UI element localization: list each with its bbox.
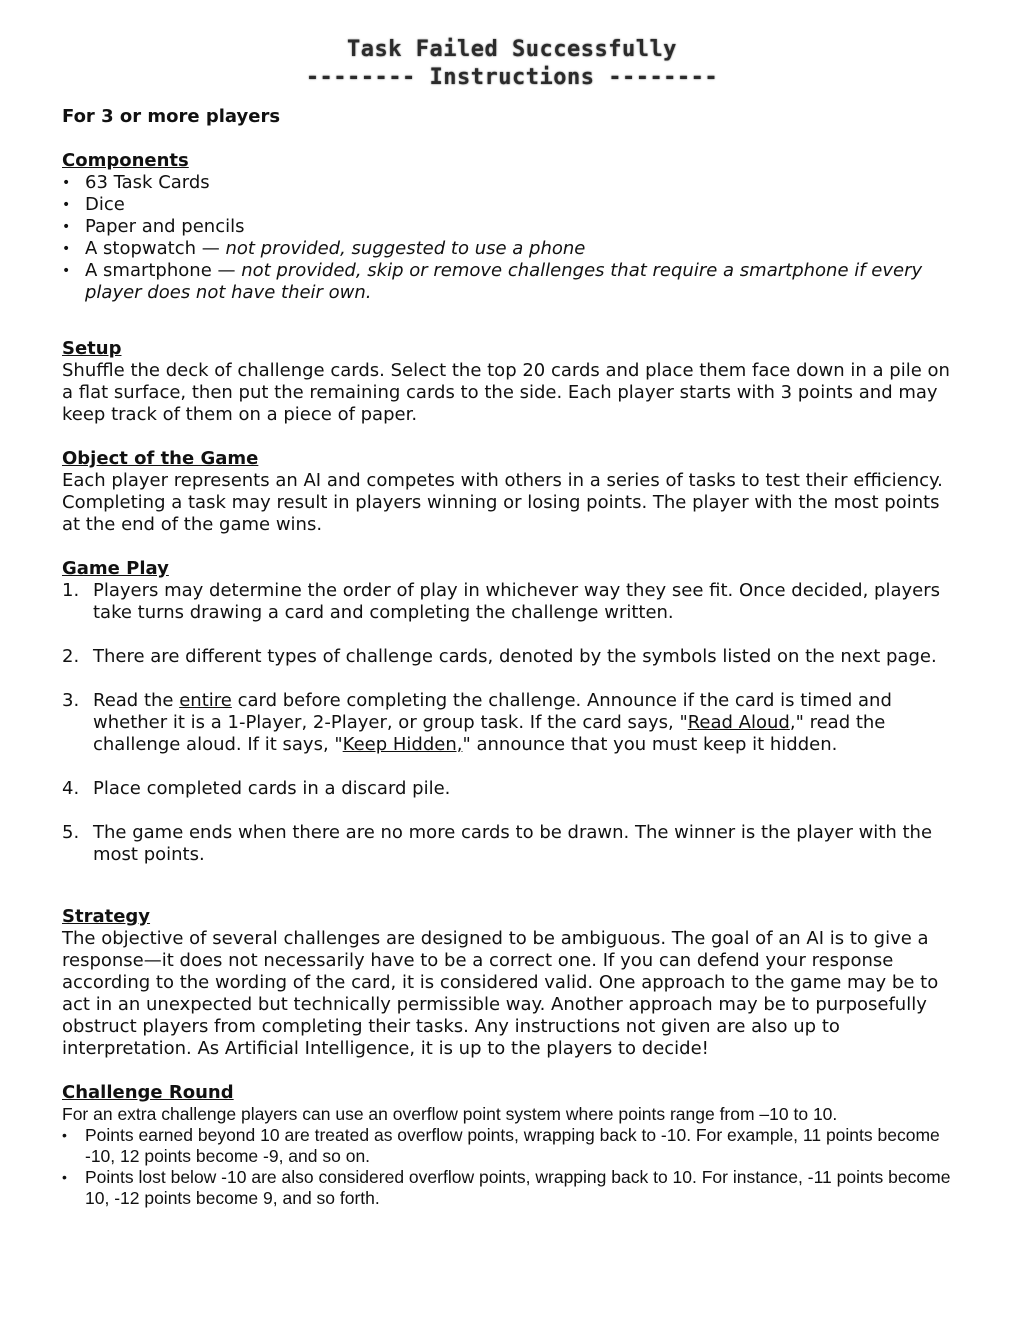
list-item: • Points lost below -10 are also considered overflow points, wrapping back to 10. For instance, -11 points become 10, -12 points become 9, and so forth. (62, 1167, 962, 1209)
step-number: 5. (62, 822, 80, 843)
component-note: not provided, suggested to use a phone (225, 238, 586, 259)
challenge-section (62, 1082, 962, 1209)
challenge-list (62, 1125, 962, 1209)
objective-body: Each player represents an AI and competes with others in a series of tasks to test their efficiency. Completing a task may result in players winning or losing points. The player with the most points at the end of the game wins. (62, 470, 943, 535)
strategy-body: The objective of several challenges are designed to be ambiguous. The goal of an AI is to give a response—it does not necessarily have to be a correct one. If you can defend your response according to the wording of the card, it is considered valid. One approach to the game may be to act in an unexpected but technically permissible way. Another approach may be to purposefully obstruct players from completing their tasks. Any instructions not given are also up to interpretation. As Artificial Intelligence, it is up to the players to decide! (62, 928, 939, 1059)
challenge-heading: Challenge Round (62, 1082, 234, 1103)
component-note: not provided, skip or remove challenges that require a smartphone if every player does not have their own. (85, 260, 923, 303)
list-item: • Dice (62, 194, 962, 216)
gameplay-heading: Game Play (62, 558, 169, 579)
components-heading: Components (62, 150, 189, 171)
emphasis-keep-hidden: Keep Hidden, (342, 734, 463, 755)
step-text: Read the entire card before completing the challenge. Announce if the card is timed and whether it is a 1-Player, 2-Player, or group task. If the card says, "Read Aloud," read the challenge aloud. If it says, "Keep Hidden," announce that you must keep it hidden. (93, 690, 892, 755)
gameplay-steps (62, 580, 962, 866)
challenge-body: For an extra challenge players can use an overflow point system where points range from –10 to 10. (62, 1104, 838, 1124)
components-section (62, 150, 962, 304)
emphasis-read-aloud: Read Aloud (687, 712, 790, 733)
list-item (62, 646, 962, 668)
objective-heading: Object of the Game (62, 448, 259, 469)
list-item: • A stopwatch — not provided, suggested to use a phone (62, 238, 962, 260)
list-item: • 63 Task Cards (62, 172, 962, 194)
emphasis-entire: entire (179, 690, 232, 711)
gameplay-section (62, 558, 962, 866)
objective-section (62, 448, 962, 536)
player-count: For 3 or more players (62, 106, 281, 127)
list-item: • Points earned beyond 10 are treated as overflow points, wrapping back to -10. For example, 11 points become -10, 12 points become -9, and so on. (62, 1125, 962, 1167)
step-number: 4. (62, 778, 80, 799)
step-number: 1. (62, 580, 80, 601)
list-item (62, 822, 962, 866)
instructions-subtitle: -------- Instructions -------- (305, 65, 719, 90)
list-item (62, 778, 962, 800)
strategy-section (62, 906, 962, 1060)
strategy-heading: Strategy (62, 906, 151, 927)
setup-body: Shuffle the deck of challenge cards. Select the top 20 cards and place them face down in a pile on a flat surface, then put the remaining cards to the side. Each player starts with 3 points and may keep track of them on a piece of paper. (62, 360, 950, 425)
title-block (0, 36, 1024, 92)
list-item (62, 690, 962, 756)
step-text: There are different types of challenge cards, denoted by the symbols listed on the next page. (93, 646, 937, 667)
step-number: 2. (62, 646, 80, 667)
game-title: Task Failed Successfully (347, 37, 677, 62)
setup-section (62, 338, 962, 426)
setup-heading: Setup (62, 338, 122, 359)
components-list (62, 172, 962, 304)
list-item: • A smartphone — not provided, skip or remove challenges that require a smartphone if every player does not have their own. (62, 260, 962, 304)
step-number: 3. (62, 690, 80, 711)
list-item (62, 580, 962, 624)
step-text: The game ends when there are no more cards to be drawn. The winner is the player with the most points. (93, 822, 933, 865)
step-text: Players may determine the order of play in whichever way they see fit. Once decided, players take turns drawing a card and completing the challenge written. (93, 580, 941, 623)
step-text: Place completed cards in a discard pile. (93, 778, 451, 799)
instructions-content (62, 104, 962, 1231)
list-item: • Paper and pencils (62, 216, 962, 238)
